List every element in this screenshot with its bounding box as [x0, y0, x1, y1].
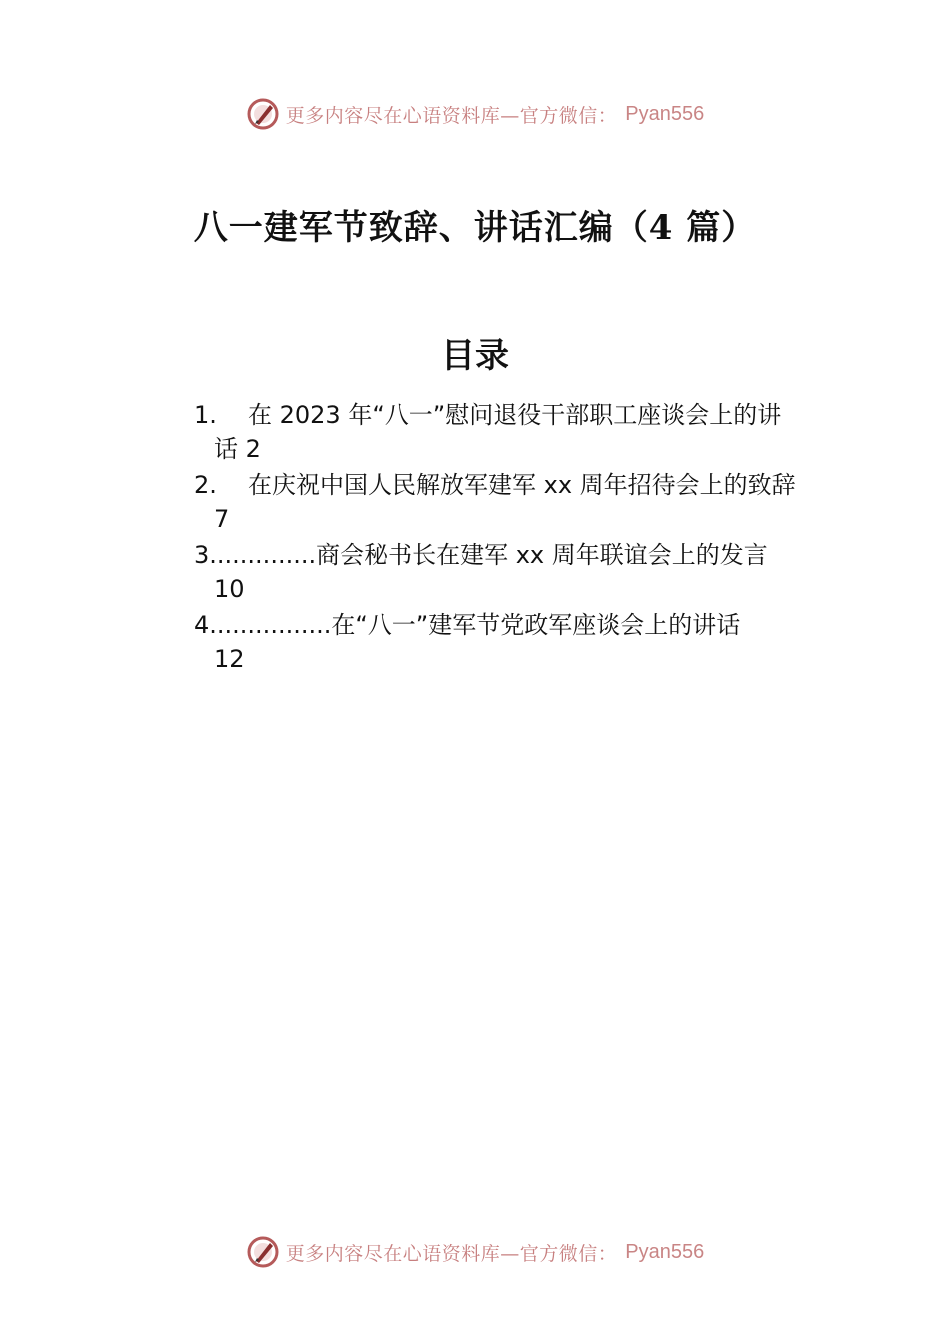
watermark-text: 更多内容尽在心语资料库—官方微信： — [285, 1242, 618, 1265]
toc-item-3[interactable] — [194, 538, 844, 606]
toc-item-1[interactable] — [194, 398, 844, 466]
toc-dot-leader: .............. — [209, 541, 317, 569]
toc-dot-leader: ................ — [209, 611, 332, 639]
toc-item-page: 10 — [214, 575, 245, 603]
toc-item-2[interactable] — [194, 468, 844, 536]
toc-item-number: 3 — [194, 541, 210, 569]
toc-item-number: 1. — [194, 401, 217, 429]
toc-item-title: 在“八一”建军节党政军座谈会上的讲话 — [331, 611, 741, 639]
pen-seal-logo-icon — [246, 97, 280, 131]
pen-seal-logo-icon — [246, 1235, 280, 1269]
toc-item-number: 4 — [194, 611, 210, 639]
toc-item-number: 2. — [194, 471, 217, 499]
document-title: 八一建军节致辞、讲话汇编（4 篇） — [193, 208, 757, 248]
watermark-account: Pyan556 — [625, 102, 705, 125]
watermark-text: 更多内容尽在心语资料库—官方微信： — [285, 104, 618, 127]
toc-heading: 目录 — [441, 336, 509, 376]
toc-item-title: 商会秘书长在建军 xx 周年联谊会上的发言 — [316, 541, 768, 569]
toc-item-title: 在庆祝中国人民解放军建军 xx 周年招待会上的致辞 — [248, 471, 796, 499]
toc-item-4[interactable] — [194, 608, 844, 676]
toc-item-page: 7 — [214, 505, 230, 533]
toc-item-title: 在 2023 年“八一”慰问退役干部职工座谈会上的讲 — [248, 401, 782, 429]
watermark-account: Pyan556 — [625, 1240, 705, 1263]
watermark-header — [0, 94, 950, 134]
toc-item-page: 12 — [214, 645, 245, 673]
table-of-contents — [194, 398, 844, 678]
watermark-footer — [0, 1232, 950, 1272]
toc-item-page: 话 2 — [214, 435, 261, 463]
